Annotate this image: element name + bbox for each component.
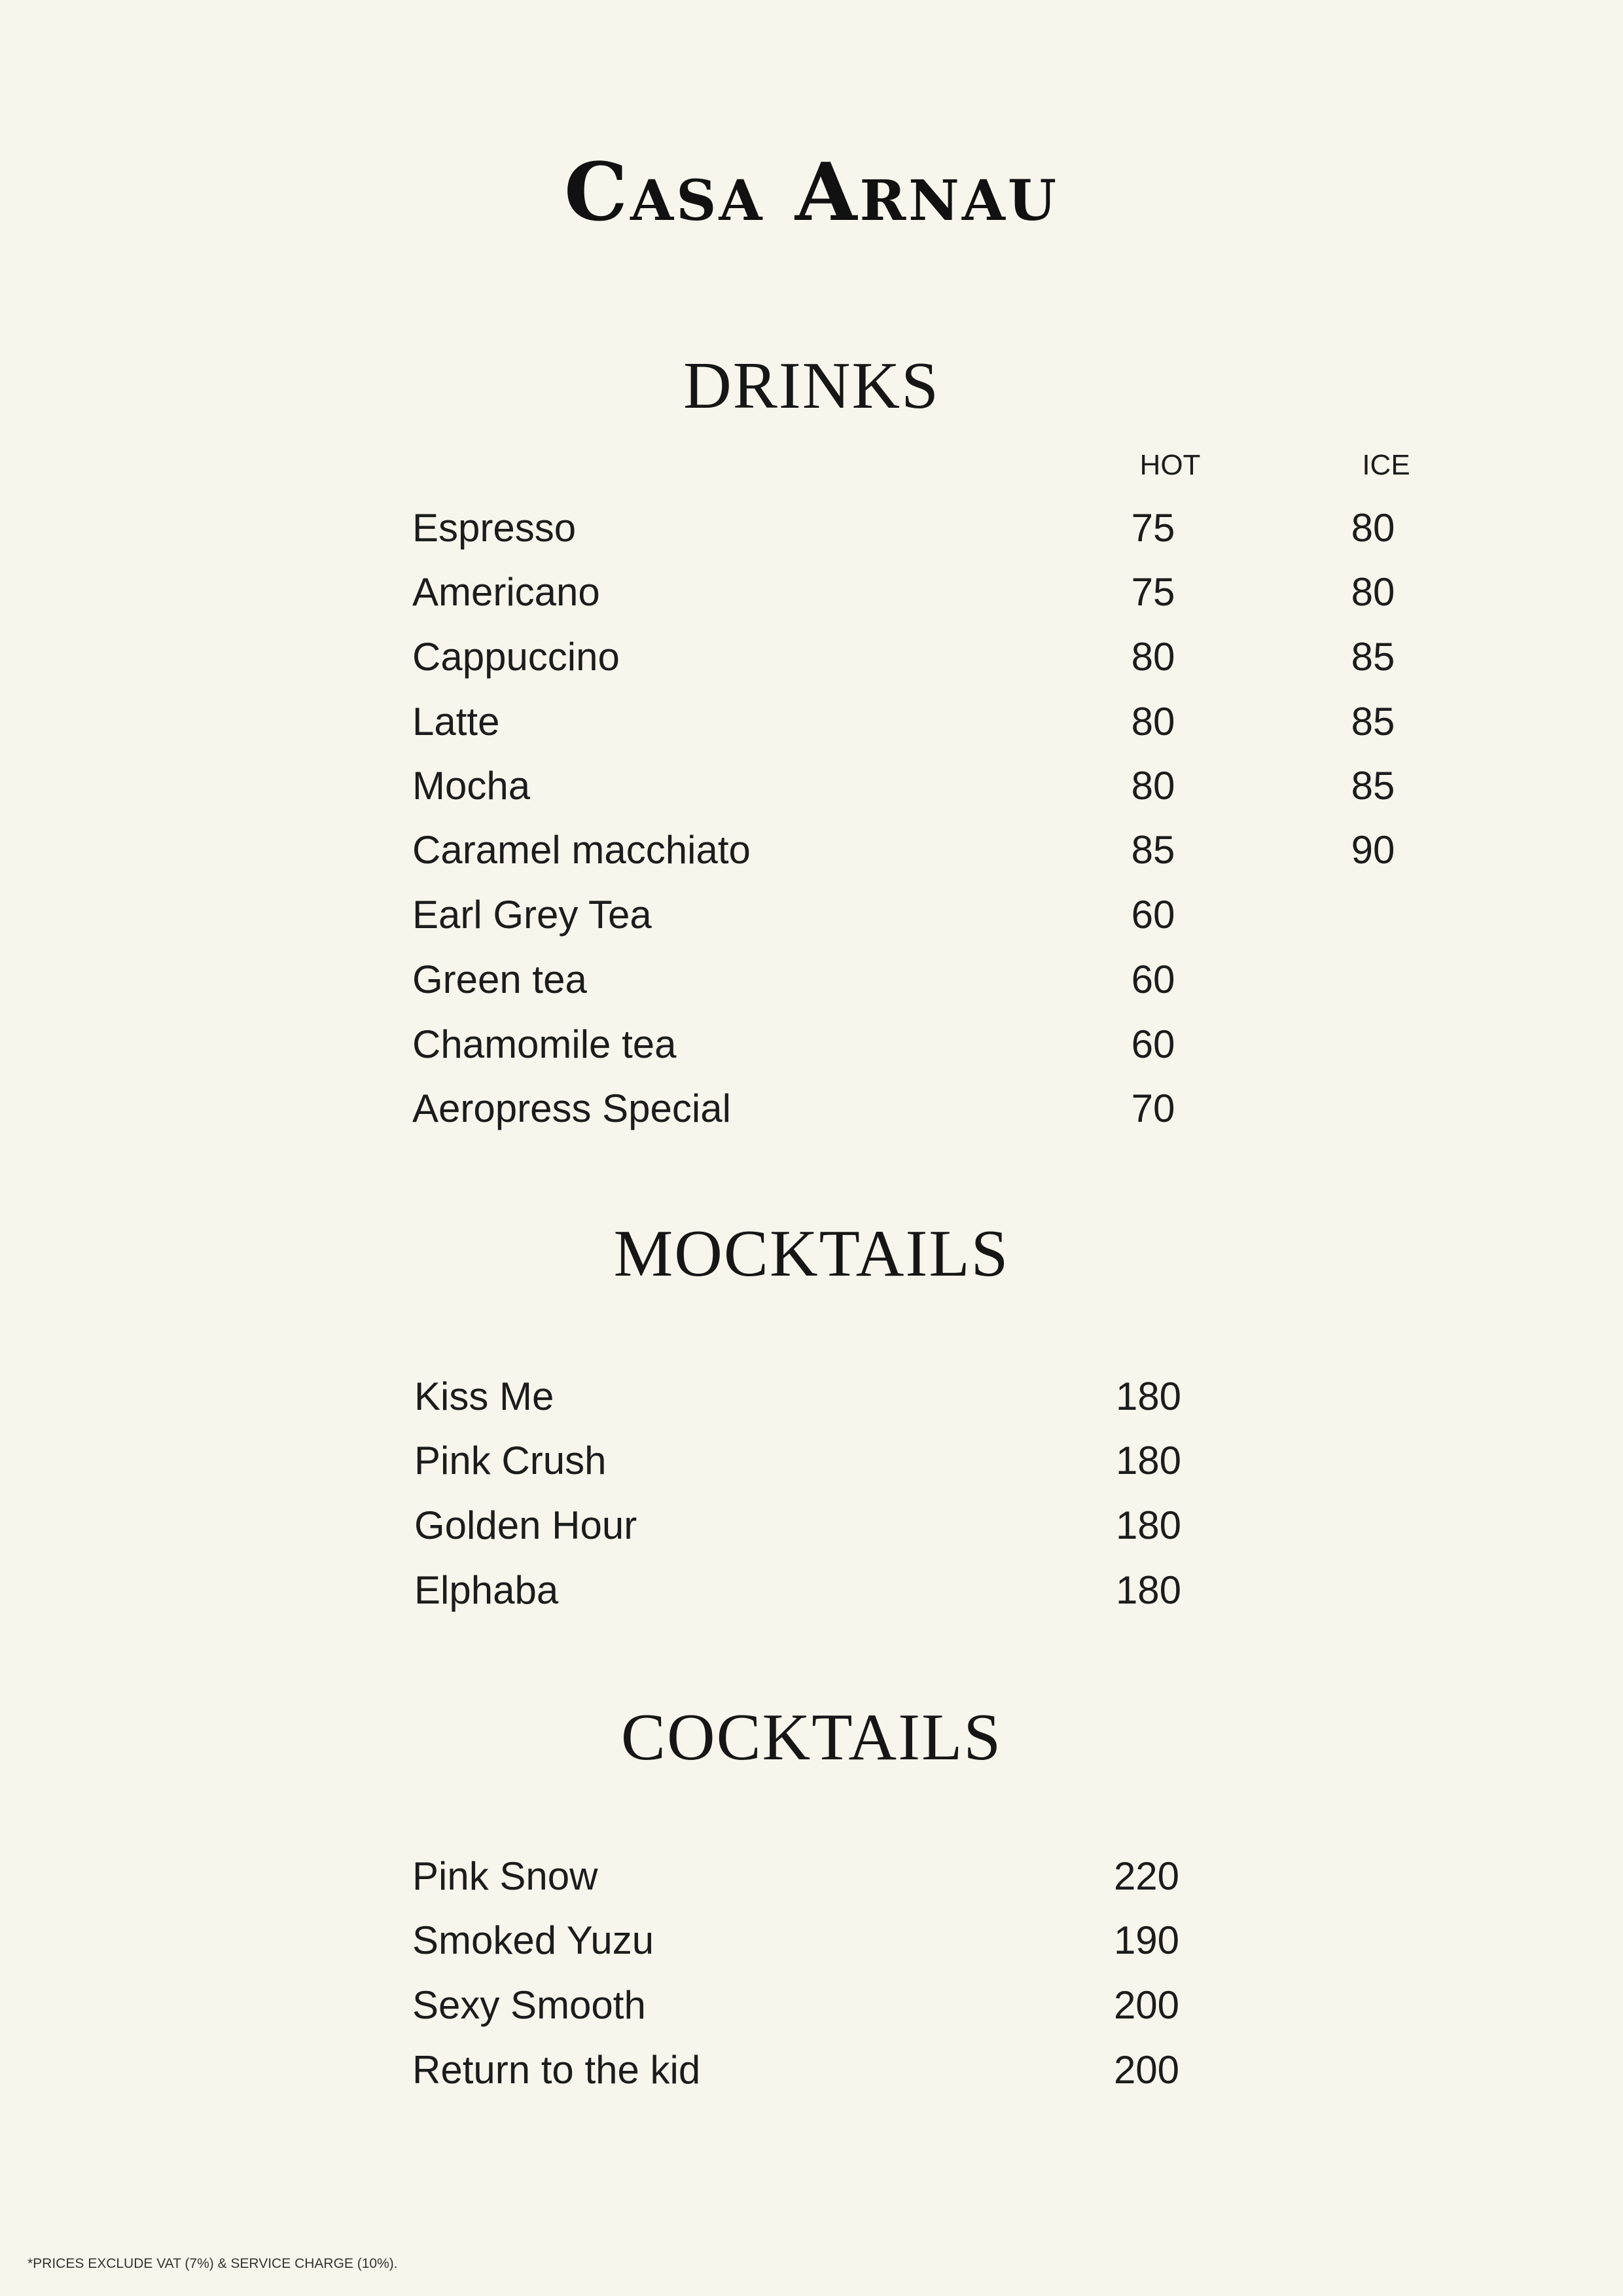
item-price-hot: 80 — [1131, 764, 1175, 808]
menu-row — [414, 1503, 1527, 1567]
menu-row — [412, 957, 1525, 1021]
item-price-ice: 85 — [1351, 635, 1395, 679]
menu-row — [412, 1086, 1525, 1150]
item-name: Sexy Smooth — [412, 1983, 646, 2027]
item-price-hot: 85 — [1131, 828, 1175, 872]
item-price-hot: 70 — [1131, 1086, 1175, 1130]
item-price-ice: 90 — [1351, 828, 1395, 872]
item-name: Kiss Me — [414, 1374, 554, 1418]
menu-row — [412, 2047, 1525, 2111]
item-price-ice: 85 — [1351, 700, 1395, 744]
item-name: Smoked Yuzu — [412, 1918, 654, 1962]
menu-row — [412, 569, 1525, 634]
item-price-hot: 75 — [1131, 506, 1175, 550]
item-price-hot: 80 — [1131, 635, 1175, 679]
menu-row — [412, 634, 1525, 698]
item-name: Espresso — [412, 506, 577, 550]
item-name: Chamomile tea — [412, 1022, 677, 1066]
menu-row — [412, 827, 1525, 891]
item-price: 180 — [1115, 1503, 1182, 1547]
menu-row — [412, 699, 1525, 763]
item-price-hot: 75 — [1131, 570, 1175, 614]
menu-row — [412, 1982, 1525, 2047]
item-name: Americano — [412, 570, 600, 614]
menu-row — [412, 1854, 1525, 1918]
item-price: 200 — [1113, 1983, 1180, 2027]
column-header-ice: ICE — [1362, 449, 1410, 481]
menu-row — [412, 505, 1525, 569]
item-name: Elphaba — [414, 1568, 559, 1612]
item-price: 180 — [1115, 1439, 1182, 1482]
item-price: 180 — [1115, 1568, 1182, 1612]
menu-row — [412, 763, 1525, 827]
menu-row — [412, 892, 1525, 956]
item-name: Golden Hour — [414, 1503, 637, 1547]
brand-title: Casa Arnau — [564, 145, 1059, 239]
item-name: Cappuccino — [412, 635, 620, 679]
menu-row — [412, 1918, 1525, 1982]
item-price: 190 — [1113, 1918, 1180, 1962]
item-name: Return to the kid — [412, 2048, 701, 2092]
item-name: Aeropress Special — [412, 1086, 731, 1130]
item-name: Mocha — [412, 764, 531, 808]
item-price-hot: 80 — [1131, 700, 1175, 744]
section-title-cocktails: COCKTAILS — [620, 1700, 1003, 1774]
menu-row — [414, 1374, 1527, 1438]
item-price-hot: 60 — [1131, 958, 1175, 1001]
section-title-mocktails: MOCKTAILS — [613, 1217, 1010, 1291]
section-title-drinks: DRINKS — [683, 349, 940, 423]
item-price-ice: 85 — [1351, 764, 1395, 808]
item-price-ice: 80 — [1351, 570, 1395, 614]
column-header-hot: HOT — [1139, 449, 1201, 481]
item-price: 180 — [1115, 1374, 1182, 1418]
menu-row — [414, 1438, 1527, 1502]
item-name: Pink Snow — [412, 1854, 598, 1898]
item-price-ice: 80 — [1351, 506, 1395, 550]
item-price-hot: 60 — [1131, 1022, 1175, 1066]
item-price: 200 — [1113, 2048, 1180, 2092]
menu-row — [412, 1022, 1525, 1086]
item-price-hot: 60 — [1131, 893, 1175, 937]
item-name: Pink Crush — [414, 1439, 607, 1482]
item-name: Earl Grey Tea — [412, 893, 652, 937]
item-name: Latte — [412, 700, 500, 744]
pricing-footnote: *PRICES EXCLUDE VAT (7%) & SERVICE CHARGE (10%). — [27, 2256, 398, 2271]
item-name: Caramel macchiato — [412, 828, 751, 872]
menu-row — [414, 1568, 1527, 1632]
item-price: 220 — [1113, 1854, 1180, 1898]
item-name: Green tea — [412, 958, 587, 1001]
